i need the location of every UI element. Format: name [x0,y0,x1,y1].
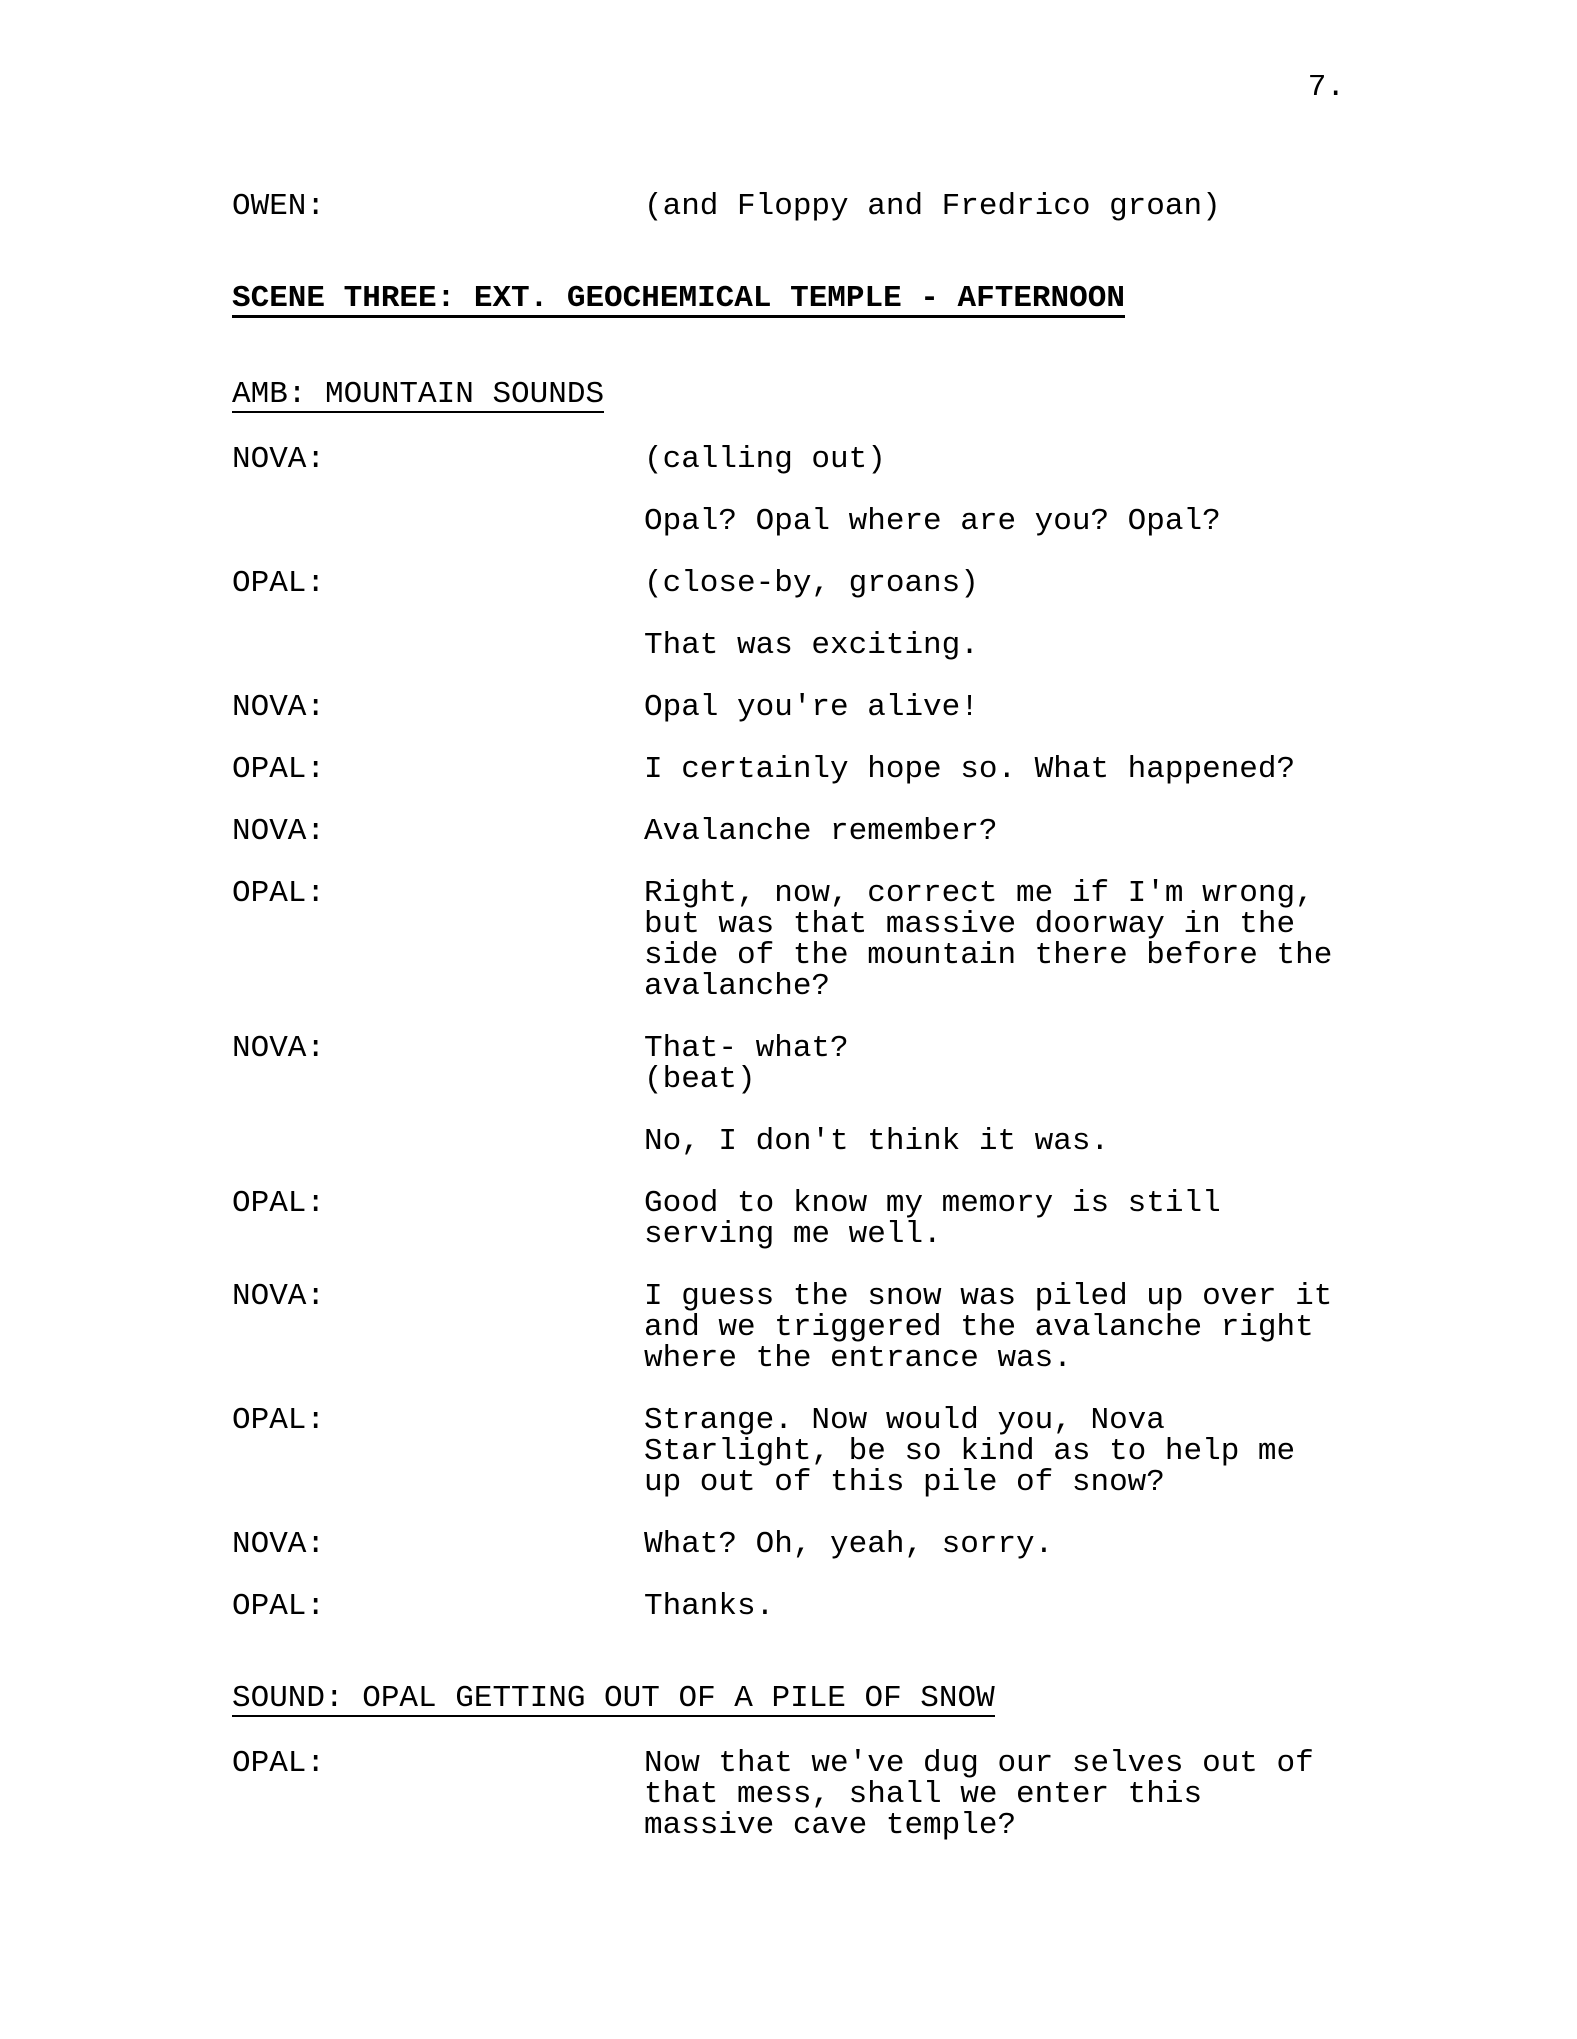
dialogue-line: massive cave temple? [644,1808,1017,1843]
ambience-cue-row [232,379,1517,413]
dialogue-line: That- what? [644,1031,849,1066]
dialogue-line: where the entrance was. [644,1341,1072,1376]
dialogue-line: Starlight, be so kind as to help me [644,1434,1296,1469]
dialogue-text [644,1033,849,1095]
dialogue-text [644,1405,1295,1498]
character-name: OPAL: [232,1589,326,1624]
dialogue-line: Avalanche remember? [644,814,998,849]
dialogue-block [232,191,1517,222]
ambience-cue: AMB: MOUNTAIN SOUNDS [232,377,605,412]
character-name: OPAL: [232,876,326,911]
parenthetical-line: (beat) [644,1062,756,1097]
page-number: 7. [1307,70,1345,105]
character-name: OPAL: [232,1403,326,1438]
dialogue-block [232,1529,1517,1560]
dialogue-line: Right, now, correct me if I'm wrong, [644,876,1314,911]
character-name: OPAL: [232,1746,326,1781]
character-name: NOVA: [232,442,326,477]
dialogue-block [232,1405,1517,1498]
dialogue-text [644,506,1221,537]
dialogue-block [232,1126,1517,1157]
scene-heading: SCENE THREE: EXT. GEOCHEMICAL TEMPLE - AFTERNOON [232,281,1125,316]
parenthetical-line: (close-by, groans) [644,566,979,601]
dialogue-line: serving me well. [644,1217,942,1252]
dialogue-block [232,1591,1517,1622]
dialogue-text [644,1126,1109,1157]
dialogue-line: Good to know my memory is still [644,1186,1221,1221]
dialogue-text [644,568,979,599]
dialogue-block [232,630,1517,661]
scene-heading-row [232,283,1517,318]
dialogue-line: that mess, shall we enter this [644,1777,1203,1812]
dialogue-line: Thanks. [644,1589,775,1624]
dialogue-text [644,1281,1332,1374]
dialogue-text [644,191,1221,222]
dialogue-text [644,692,979,723]
dialogue-text [644,816,997,847]
dialogue-text [644,1529,1053,1560]
dialogue-text [644,754,1295,785]
dialogue-text [644,444,886,475]
dialogue-block [232,816,1517,847]
page-header [0,0,1577,103]
script-content [232,191,1517,1841]
character-name: NOVA: [232,1279,326,1314]
dialogue-line: Opal you're alive! [644,690,979,725]
dialogue-text [644,1188,1221,1250]
character-name: NOVA: [232,814,326,849]
dialogue-line: That was exciting. [644,628,979,663]
dialogue-text [644,878,1332,1002]
character-name: OWEN: [232,189,326,224]
dialogue-block [232,692,1517,723]
dialogue-block [232,444,1517,475]
dialogue-block [232,1033,1517,1095]
sound-cue-row [232,1683,1517,1717]
dialogue-line: Strange. Now would you, Nova [644,1403,1165,1438]
dialogue-line: and we triggered the avalanche right [644,1310,1314,1345]
dialogue-line: (and Floppy and Fredrico groan) [644,189,1221,224]
dialogue-block [232,506,1517,537]
dialogue-block [232,754,1517,785]
character-name: OPAL: [232,752,326,787]
dialogue-line: but was that massive doorway in the [644,907,1296,942]
dialogue-line: side of the mountain there before the [644,938,1333,973]
dialogue-line: Opal? Opal where are you? Opal? [644,504,1221,539]
dialogue-line: Now that we've dug our selves out of [644,1746,1314,1781]
dialogue-line: I guess the snow was piled up over it [644,1279,1333,1314]
character-name: NOVA: [232,690,326,725]
character-name: OPAL: [232,1186,326,1221]
character-name: OPAL: [232,566,326,601]
dialogue-block [232,568,1517,599]
dialogue-block [232,1188,1517,1250]
character-name: NOVA: [232,1031,326,1066]
character-name: NOVA: [232,1527,326,1562]
dialogue-line: I certainly hope so. What happened? [644,752,1296,787]
dialogue-line: What? Oh, yeah, sorry. [644,1527,1054,1562]
dialogue-text [644,630,979,661]
dialogue-text [644,1591,774,1622]
dialogue-block [232,1281,1517,1374]
dialogue-line: up out of this pile of snow? [644,1465,1165,1500]
dialogue-block [232,1748,1517,1841]
dialogue-line: No, I don't think it was. [644,1124,1110,1159]
dialogue-text [644,1748,1314,1841]
dialogue-block [232,878,1517,1002]
dialogue-line: avalanche? [644,969,831,1004]
sound-cue: SOUND: OPAL GETTING OUT OF A PILE OF SNOW [232,1681,995,1716]
parenthetical-line: (calling out) [644,442,886,477]
